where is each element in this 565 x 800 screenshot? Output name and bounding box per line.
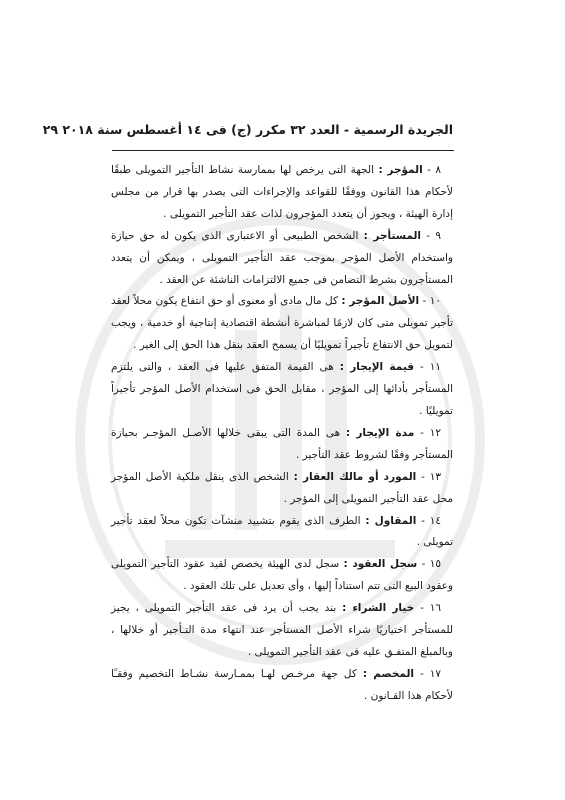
item-number: ١٧ - — [414, 667, 441, 680]
item-number: ١٤ - — [416, 514, 442, 527]
definition-text: كل مال مادى أو معنوى أو حق انتفاع يكون محلاً لعقد تأجير تمويلى متى كان لازمًا لمباشرة أنشطة اقتصادية إنتاجية أو خدمية ، ويجب لتمويل حق الانتفاع تأجيراً تمويليًا أن يسمح العقد بنقل هذا الحق إلى الغير . — [111, 295, 453, 352]
definitions-body — [111, 160, 453, 708]
definition-14 — [111, 511, 453, 555]
definition-text: الطرف الذى يقوم بتشييد منشآت تكون محلاً لعقد تأجير تمويلى . — [111, 514, 453, 549]
term: المؤجر : — [378, 164, 423, 176]
definition-text: بند يجب أن يرد فى عقد التأجير التمويلى ، يجيز للمستأجر اختياريًا شراء الأصل المستأجر عند انتهاء مدة التـأجير أو خلالها ، وبالمبلغ المتفـق عليه فى عقد التأجير التمويلى . — [111, 602, 453, 658]
item-number: ١٢ - — [414, 426, 441, 439]
term: مدة الإيجار : — [345, 426, 415, 439]
definition-text: الشخص الذى ينقل ملكية الأصل المؤجر محل عقد التأجير التمويلى إلى المؤجر . — [111, 470, 453, 505]
definition-text: هى المدة التى يبقى خلالها الأصـل المؤجـر بحيازة المستأجر وفقًا لشروط عقد التأجير . — [111, 426, 453, 461]
definition-text: سجل لدى الهيئة يخصص لقيد عقود التأجير التمويلى وعقود البيع التى تتم استناداً إليها ، وأى تعديل على تلك العقود . — [111, 558, 453, 593]
term: قيمة الإيجار : — [339, 361, 414, 374]
definition-16 — [111, 598, 453, 664]
definition-8 — [111, 160, 453, 226]
item-number: ١١ - — [414, 361, 441, 374]
term: المقاول : — [365, 514, 417, 527]
definition-13 — [111, 467, 453, 511]
item-number: ١٣ - — [416, 470, 441, 483]
term: الأصل المؤجر : — [341, 295, 420, 308]
definition-12 — [111, 423, 453, 467]
definition-text: الجهة التى يرخص لها بممارسة نشاط التأجير التمويلى طبقًا لأحكام هذا القانون ووفقًا للقواعد والإجراءات التى يصدر بها قرار من مجلس إدارة الهيئة ، ويجوز أن يتعدد المؤجرون لذات عقد التأجير التمويلى . — [111, 164, 453, 220]
header-rule — [112, 150, 454, 151]
definition-17 — [111, 664, 453, 708]
definition-15 — [111, 554, 453, 598]
item-number: ١٥ - — [417, 558, 442, 571]
term: المخصم : — [362, 667, 415, 680]
item-number: ١٠ - — [419, 295, 441, 308]
page-header: الجريدة الرسمية - العدد ٣٢ مكرر (ج) فى ١٤ أغسطس سنة ٢٠١٨ ٢٩ — [42, 122, 453, 137]
definition-10 — [111, 291, 453, 357]
definition-9 — [111, 226, 453, 292]
definition-text: الشخص الطبيعى أو الاعتبارى الذى يكون له حق حيازة واستخدام الأصل المؤجر بموجب عقد التأجير التمويلى ، ويمكن أن يتعدد المستأجرون بشرط التضامن فى جميع الالتزامات الناشئة عن العقد . — [111, 229, 453, 286]
definition-11 — [111, 357, 453, 423]
item-number: ١٦ - — [414, 602, 442, 615]
item-number: ٨ - — [422, 164, 442, 176]
term: المستأجر : — [363, 229, 422, 242]
term: خيار الشراء : — [342, 602, 415, 615]
definition-text: كل جهة مرخـص لهـا بممـارسة نشـاط التخصيم وفقـًا لأحكام هذا القـانون . — [111, 667, 453, 702]
term: سجل العقود : — [343, 558, 418, 571]
term: المورد أو مالك العقار : — [293, 470, 417, 483]
definition-text: هى القيمة المتفق عليها فى العقد ، والتى يلتزم المستأجر بأدائها إلى المؤجر ، مقابل الحق فى استخدام الأصل المؤجر تأجيراً تمويليًا . — [111, 361, 453, 417]
item-number: ٩ - — [421, 229, 442, 242]
